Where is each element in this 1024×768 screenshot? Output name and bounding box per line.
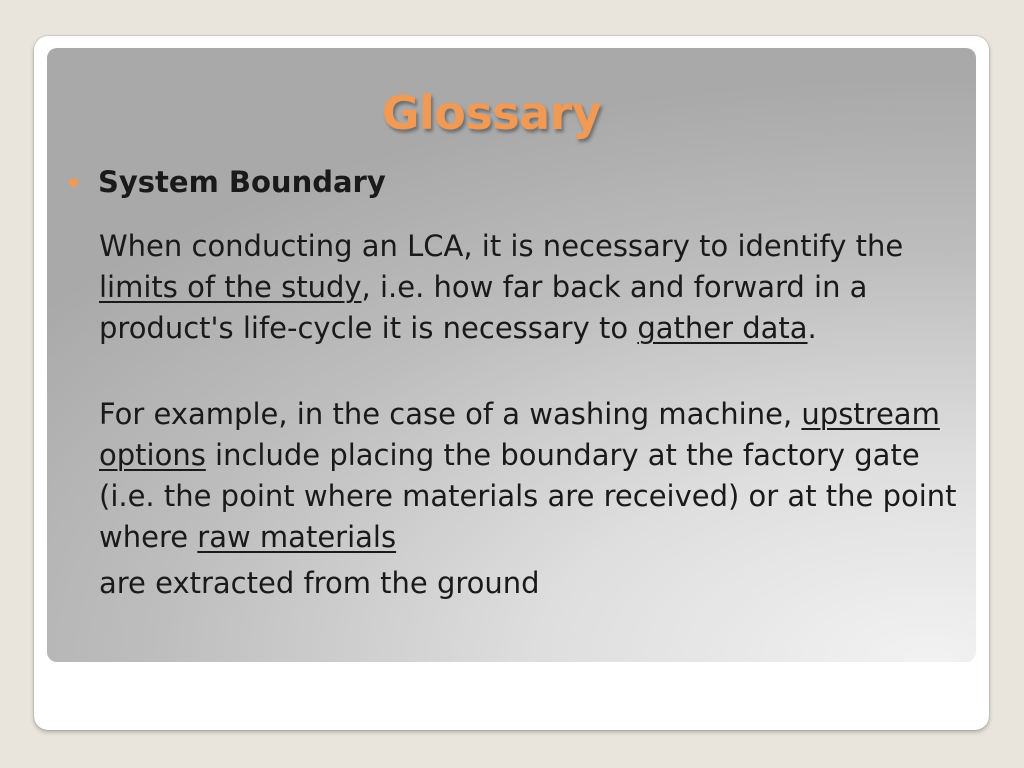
upstream-options-link[interactable]: upstream options <box>99 397 940 472</box>
example-text-1: For example, in the case of a washing machine, <box>99 397 802 431</box>
example-paragraph <box>99 394 976 604</box>
slide-frame <box>34 36 989 730</box>
example-text-2: include placing the boundary at the factory gate (i.e. the point where materials are received) or at the point where <box>99 438 957 554</box>
raw-materials-link[interactable]: raw materials <box>197 520 397 554</box>
gather-data-link[interactable]: gather data <box>637 311 808 345</box>
bullet-icon <box>69 178 78 187</box>
definition-text-2: , i.e. how far back and forward in a product's life-cycle it is necessary to <box>99 270 868 345</box>
limits-of-the-study-link[interactable]: limits of the study <box>99 270 362 304</box>
glossary-term-row <box>69 165 386 199</box>
definition-text-1: When conducting an LCA, it is necessary to identify the <box>99 229 904 263</box>
definition-text-3: . <box>807 311 817 345</box>
definition-paragraph <box>99 226 976 349</box>
example-text-3: are extracted from the ground <box>99 566 540 600</box>
content-panel <box>47 48 976 662</box>
slide-title: Glossary <box>381 86 602 140</box>
glossary-term: System Boundary <box>98 165 386 199</box>
